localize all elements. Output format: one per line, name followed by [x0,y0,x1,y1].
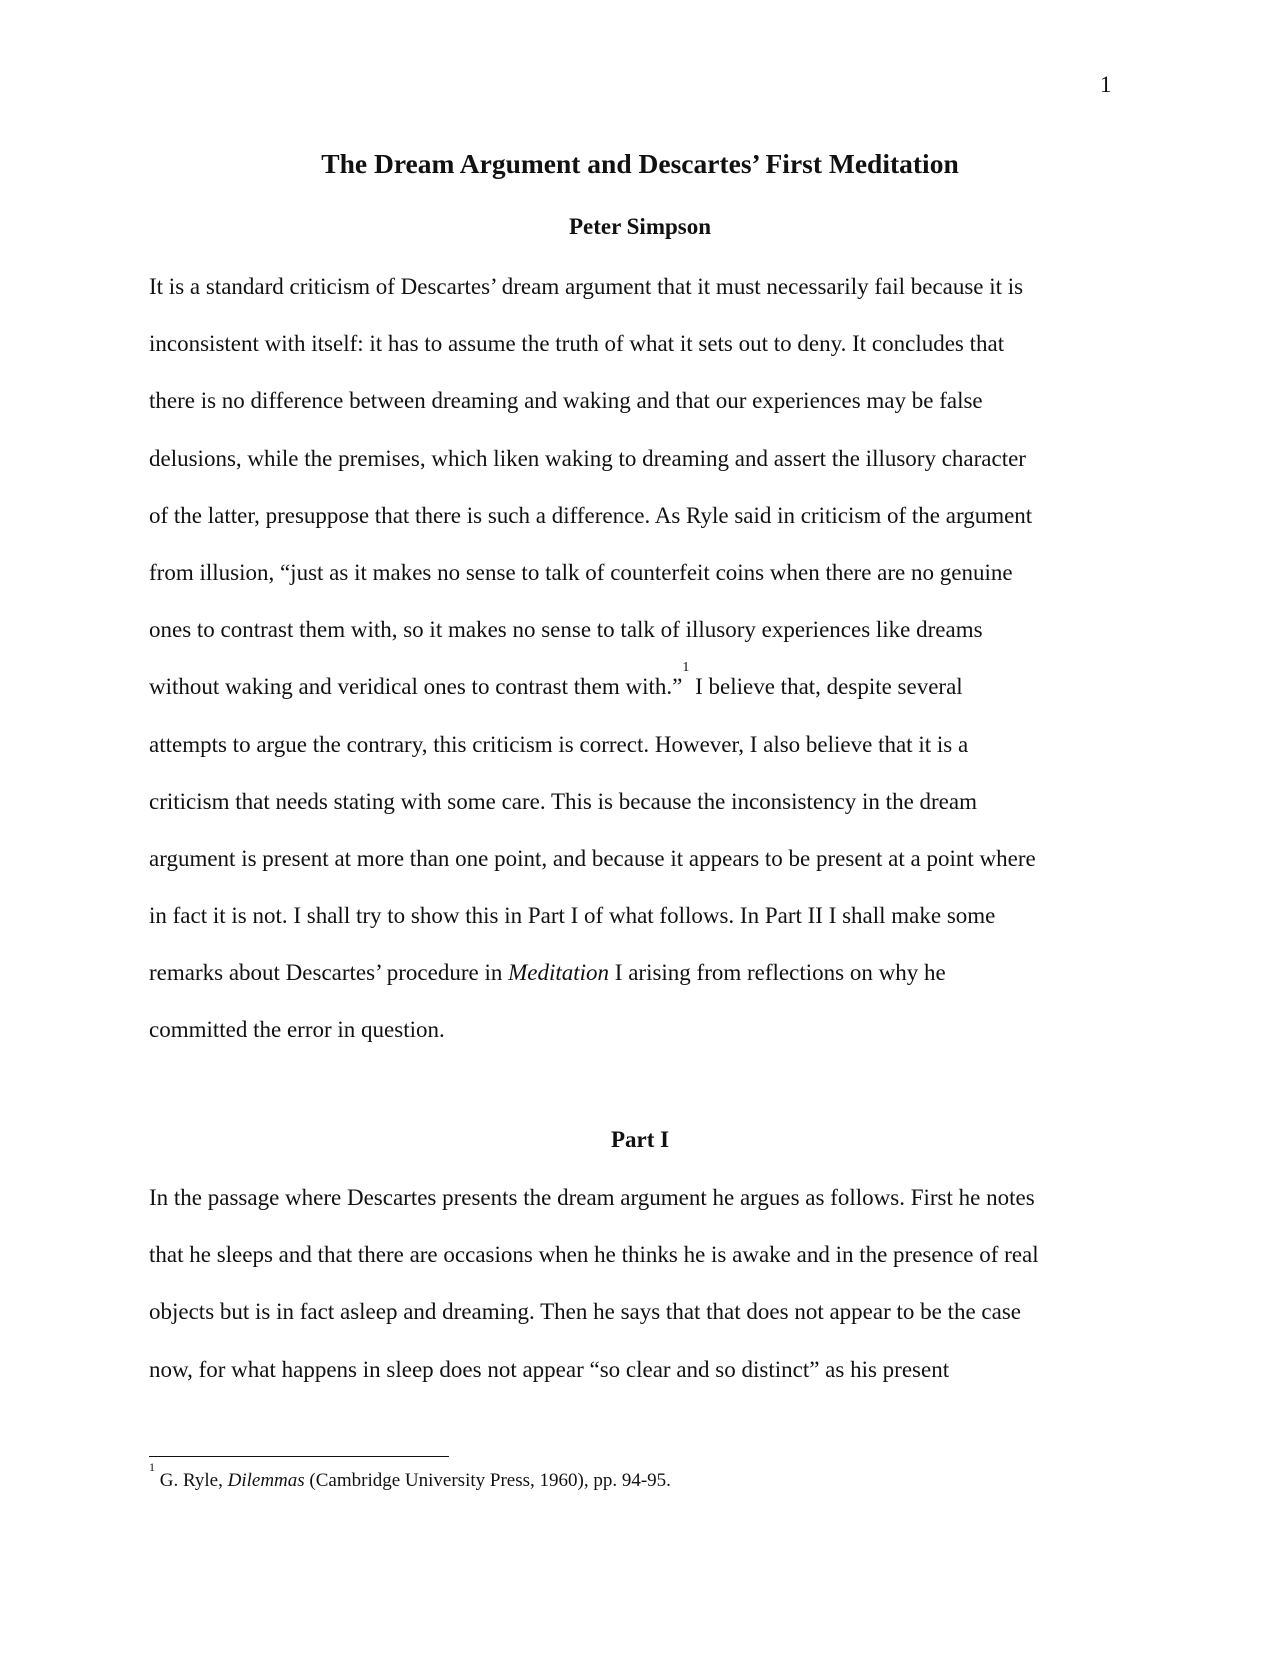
footnote-number: 1 [149,1460,155,1474]
paragraph-line: from illusion, “just as it makes no sense to talk of counterfeit coins when there are no genuine [149,559,1013,585]
paragraph-line: inconsistent with itself: it has to assume the truth of what it sets out to deny. It concludes that [149,331,1005,357]
paragraph-line: committed the error in question. [149,1017,445,1043]
footnote [149,1460,671,1492]
italic-title: Meditation [508,960,610,986]
paragraph-line: there is no difference between dreaming and waking and that our experiences may be false [149,388,983,414]
paragraph-line: criticism that needs stating with some care. This is because the inconsistency in the dream [149,788,977,814]
intro-paragraph [149,272,1149,1073]
document-title: The Dream Argument and Descartes’ First Meditation [321,148,959,179]
line-text: without waking and veridical ones to contrast them with.” [149,674,683,700]
paragraph-line: in fact it is not. I shall try to show this in Part I of what follows. In Part II I shall make some [149,903,996,929]
footnote-text: G. Ryle, [155,1470,228,1491]
line-text: remarks about Descartes’ procedure in [149,960,509,986]
page-number: 1 [1100,72,1112,97]
italic-title: Dilemmas [227,1470,305,1491]
footnote-text: (Cambridge University Press, 1960), pp. 94-95. [304,1470,671,1491]
paragraph-line: In the passage where Descartes presents the dream argument he argues as follows. First he notes [149,1185,1035,1210]
paragraph-line [149,958,1149,1015]
part1-paragraph [149,1183,1149,1412]
paragraph-line: argument is present at more than one point, and because it appears to be present at a point where [149,845,1036,871]
line-text: I believe that, despite several [689,674,963,700]
paragraph-line: attempts to argue the contrary, this criticism is correct. However, I also believe that it is a [149,731,969,757]
author-name: Peter Simpson [568,214,712,239]
section-heading: Part I [610,1127,670,1152]
paragraph-line [149,660,1149,729]
footnote-divider [149,1456,449,1457]
footnote-reference[interactable]: 1 [682,660,690,676]
paragraph-line: of the latter, presuppose that there is such a difference. As Ryle said in criticism of the argument [149,502,1033,528]
paragraph-line: now, for what happens in sleep does not appear “so clear and so distinct” as his present [149,1356,950,1382]
paragraph-line: ones to contrast them with, so it makes no sense to talk of illusory experiences like dreams [149,617,983,643]
paragraph-line: that he sleeps and that there are occasions when he thinks he is awake and in the presence of real [149,1242,1039,1268]
paragraph-line: objects but is in fact asleep and dreaming. Then he says that that does not appear to be the case [149,1299,1022,1325]
paragraph-line: It is a standard criticism of Descartes’ dream argument that it must necessarily fail because it is [149,274,1024,299]
paragraph-line: delusions, while the premises, which liken waking to dreaming and assert the illusory character [149,445,1026,471]
line-text: I arising from reflections on why he [609,960,946,986]
